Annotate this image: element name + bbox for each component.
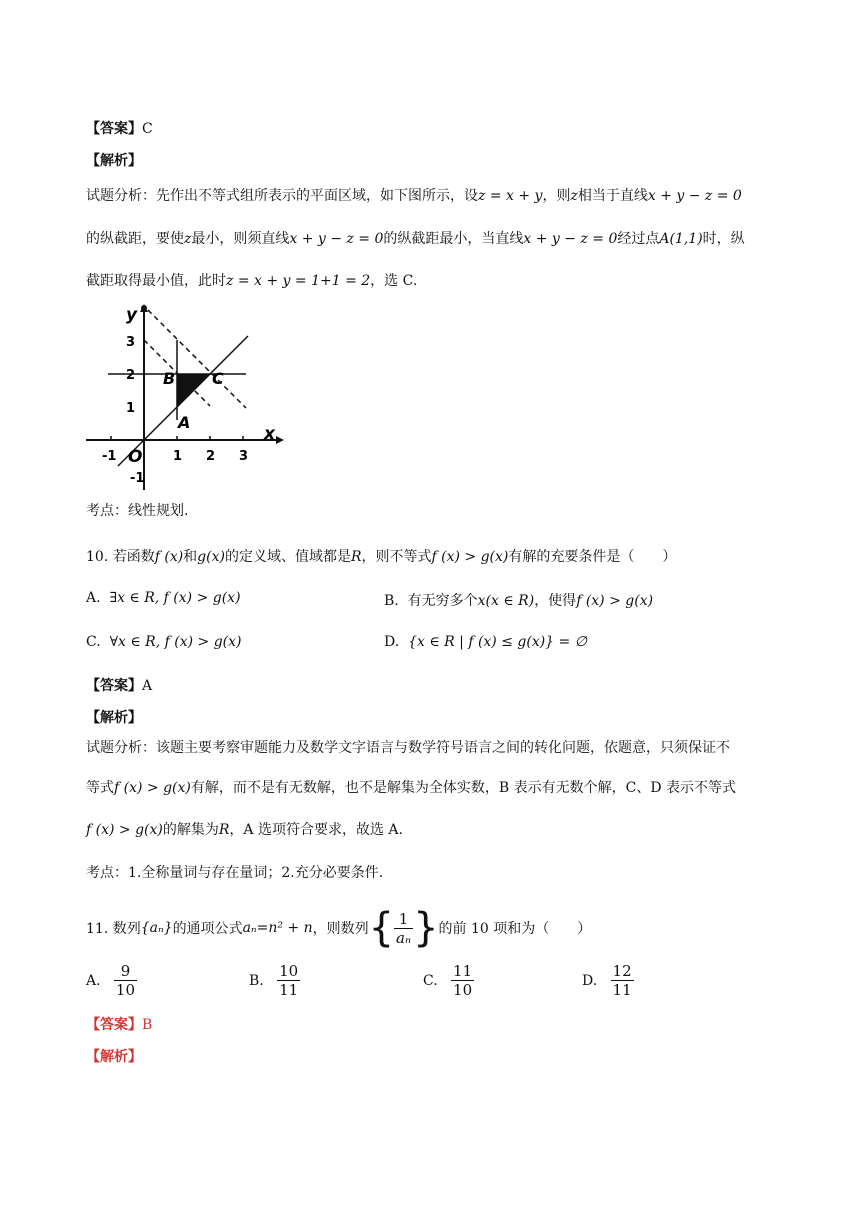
text: ，则不等式 [361,549,432,565]
math-expr: z = x + y [478,188,543,204]
q10-option-b [384,590,653,610]
text: 经过点 [617,231,660,247]
point-label-b: B [163,369,176,388]
fraction-denominator: 10 [453,981,473,999]
q10-option-c [86,634,242,650]
option-label: A. [86,972,101,989]
math-var: z [184,231,192,247]
q9-analysis-line2 [86,228,745,248]
option-label: B. [249,972,264,989]
text: 11. 数列 [86,921,141,937]
text: ，则 [542,188,571,204]
fraction-denominator: 11 [279,981,299,999]
text: 的纵截距最小，当直线 [383,231,524,247]
left-brace: { [368,905,395,951]
y-tick-label: 2 [126,368,136,383]
x-tick-label: 3 [239,449,249,464]
x-tick-label: 2 [206,449,216,464]
math-expr: g(x) [197,549,225,565]
fraction-denominator: 11 [612,981,632,999]
option-label: A. [86,590,101,606]
q10-answer [86,675,152,695]
math-expr: f (x) [154,549,184,565]
q11-option-b [249,962,300,999]
point-label-a: A [178,413,191,432]
text: 有无穷多个 [407,593,478,609]
point-label-c: C [212,369,224,388]
answer-value: A [142,678,153,694]
q11-option-d [582,962,634,999]
math-expr: x(x ∈ R) [477,593,535,609]
text: 最小，则须直线 [191,231,290,247]
option-label: C. [86,634,101,650]
math-expr: A(1,1) [659,231,703,247]
answer-label: 【答案】 [86,1017,142,1033]
text: ，使得 [534,593,577,609]
q11-answer [86,1014,152,1034]
answer-value: B [142,1017,153,1033]
fraction [114,962,137,999]
y-axis-label: y [126,305,138,325]
text: 相当于直线 [577,188,648,204]
text: 截距取得最小值，此时 [86,273,226,289]
math-expr: z = x + y = 1+1 = 2 [226,273,371,289]
q10-option-a [86,590,241,606]
x-axis-arrow [276,436,284,444]
option-label: D. [582,972,598,989]
text: 有解的充要条件是（ ） [508,549,677,565]
math-expr: {aₙ} [140,920,173,936]
text: 的解集为 [162,822,219,838]
y-tick-label: 1 [126,401,136,416]
math-var: R [350,549,362,565]
q10-analysis-line2 [86,777,736,797]
text: 等式 [86,780,114,796]
text: 的前 10 项和为（ ） [438,921,592,937]
y-tick-label: 3 [126,335,136,350]
text: 有解，而不是有无数解，也不是解集为全体实数，B 表示有无数个解，C、D 表示不等式 [190,780,736,796]
q9-analysis-line1 [86,185,742,205]
q9-analysis-label: 【解析】 [86,153,142,169]
q9-answer [86,118,153,138]
math-expr: x + y − z = 0 [523,231,618,247]
text: 试题分析：先作出不等式组所表示的平面区域，如下图所示，设 [86,188,478,204]
answer-value: C [142,121,153,137]
fraction-numerator: 11 [453,962,473,980]
math-expr: aₙ=n² + n [242,920,313,936]
fraction-numerator: 12 [612,962,632,980]
math-expr: f (x) > g(x) [86,822,163,838]
fraction [451,962,474,999]
feasible-region-graph [86,300,286,495]
x-axis-label: x [264,424,275,444]
math-expr: x + y − z = 0 [289,231,384,247]
q10-kaodian: 考点：1.全称量词与存在量词；2.充分必要条件. [86,865,384,881]
math-expr: ∃x ∈ R, f (x) > g(x) [109,590,241,606]
fraction [277,962,300,999]
math-var: R [218,822,230,838]
fraction-numerator: 1 [394,910,413,929]
math-expr: x + y − z = 0 [647,188,742,204]
math-expr: ∀x ∈ R, f (x) > g(x) [109,634,242,650]
text: 和 [183,549,198,565]
text: 时，纵 [702,231,745,247]
q9-kaodian: 考点：线性规划. [86,503,189,519]
text: 的定义域、值域都是 [224,549,351,565]
option-label: D. [384,634,400,650]
math-expr: {x ∈ R | f (x) ≤ g(x)} = ∅ [408,634,587,650]
y-tick-label: -1 [130,471,145,486]
fraction-denominator: aₙ [396,928,412,947]
fraction [611,962,634,999]
answer-label: 【答案】 [86,121,142,137]
text: 的通项公式 [172,921,243,937]
x-tick-label: -1 [102,449,117,464]
q11-analysis-label: 【解析】 [86,1049,142,1065]
right-brace: } [413,905,439,951]
text: 的纵截距，要使 [86,231,184,247]
math-expr: f (x) > g(x) [576,593,654,609]
q10-analysis-label: 【解析】 [86,710,142,726]
q10-stem [86,546,676,566]
x-tick-label: 1 [173,449,183,464]
math-expr: f (x) > g(x) [114,780,191,796]
q10-option-d [384,634,587,650]
text: 10. 若函数 [86,549,155,565]
fraction [394,910,413,947]
q11-stem [86,900,591,956]
option-label: C. [423,972,438,989]
math-expr: f (x) > g(x) [431,549,509,565]
q10-analysis-line1: 试题分析：该题主要考察审题能力及数学文字语言与数学符号语言之间的转化问题，依题意，只须保证不 [86,740,730,756]
text: ，则数列 [312,921,369,937]
q11-option-c [423,962,474,999]
y-axis-point [141,305,147,311]
fraction-numerator: 10 [279,962,299,980]
text: ，选 C. [370,273,418,289]
text: ，A 选项符合要求，故选 A. [229,822,403,838]
origin-label: O [128,447,143,467]
fraction-numerator: 9 [114,962,137,981]
answer-label: 【答案】 [86,678,142,694]
q11-option-a [86,962,137,999]
fraction-denominator: 10 [115,981,136,999]
q10-analysis-line3 [86,819,403,839]
q9-analysis-line3 [86,270,417,290]
option-label: B. [384,593,399,609]
math-var: z [570,188,578,204]
